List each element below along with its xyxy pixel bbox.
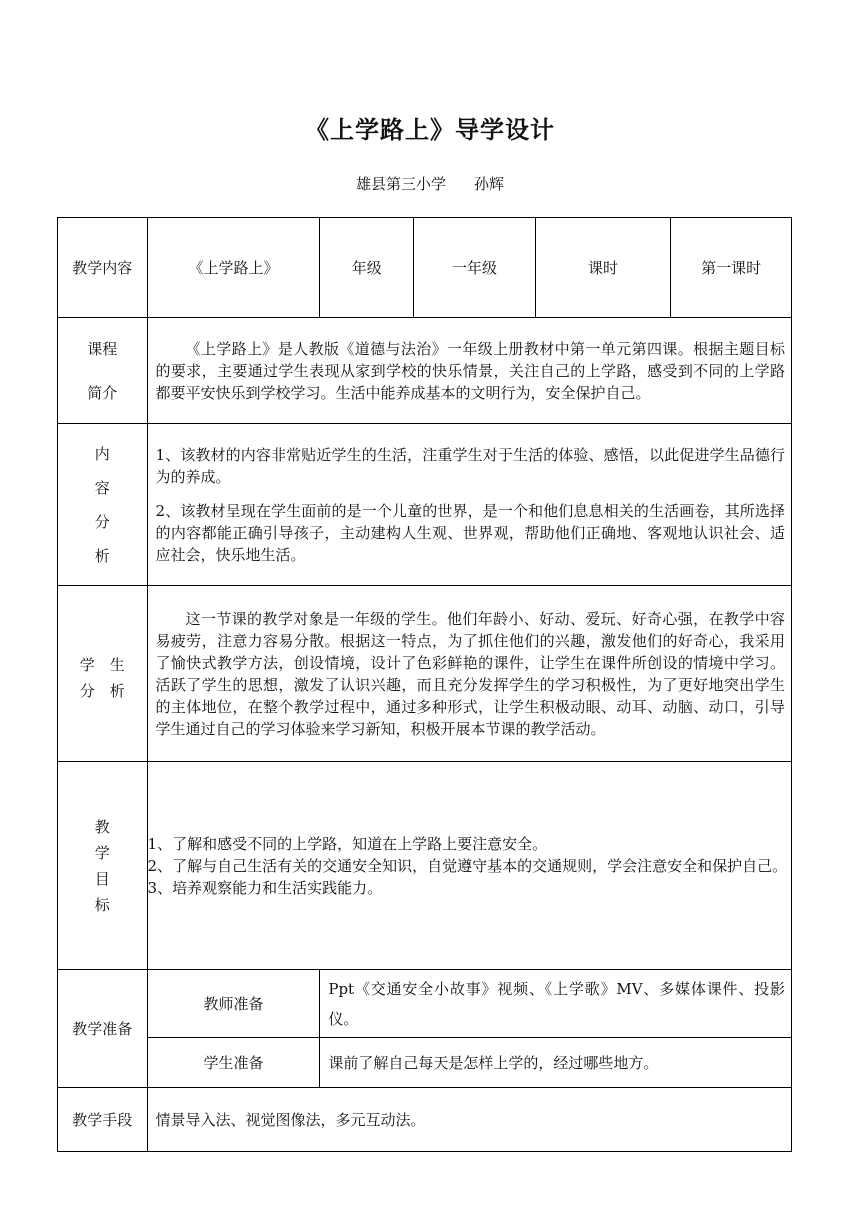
teaching-goal-item xyxy=(148,833,791,855)
student-prep-text: 课前了解自己每天是怎样上学的，经过哪些地方。 xyxy=(328,1053,659,1072)
teaching-goal-item xyxy=(148,877,791,899)
methods-label: 教学手段 xyxy=(72,1111,133,1129)
period-value-cell xyxy=(671,218,792,318)
student-prep-label-cell xyxy=(147,1038,320,1088)
content-value: 《上学路上》 xyxy=(188,259,279,277)
header-row xyxy=(58,218,792,318)
student-prep-text-cell xyxy=(320,1038,792,1088)
teaching-goal-text: 了解和感受不同的上学路，知道在上学路上要注意安全。 xyxy=(172,834,548,853)
teaching-goals-row xyxy=(58,762,792,970)
course-intro-text-cell xyxy=(147,318,791,424)
period-label: 课时 xyxy=(588,259,619,277)
course-intro-label-1: 课程 xyxy=(87,339,118,358)
period-value: 第一课时 xyxy=(701,259,762,277)
methods-row xyxy=(58,1088,792,1152)
course-intro-label-cell xyxy=(58,318,148,424)
content-analysis-row xyxy=(58,424,792,586)
teacher-prep-label: 教师准备 xyxy=(203,995,264,1013)
teaching-goals-label-char: 目 xyxy=(94,869,110,888)
course-intro-label-2: 简介 xyxy=(87,383,118,402)
teaching-goal-num: 1、 xyxy=(147,834,173,853)
author-school: 雄县第三小学 xyxy=(355,175,446,193)
content-analysis-label-char: 分 xyxy=(94,512,110,531)
student-analysis-text: 这一节课的教学对象是一年级的学生。他们年龄小、好动、爱玩、好奇心强，在教学中容易疲劳，注意力容易分散。根据这一特点，为了抓住他们的兴趣，激发他们的好奇心，我采用了愉快式教学方法，创设情境，设计了色彩鲜艳的课件，让学生在课件所创设的情境中学习。活跃了学生的思想，激发了认识兴趣，而且充分发挥学生的学习积极性，为了更好地突出学生的主体地位，在整个教学过程中，通过多种形式，让学生积极动眼、动耳、动脑、动口，引导学生通过自己的学习体验来学习新知，积极开展本节课的教学活动。 xyxy=(155,609,785,738)
teacher-prep-row xyxy=(58,970,792,1038)
course-intro-text: 《上学路上》是人教版《道德与法治》一年级上册教材中第一单元第四课。根据主题目标的要求，主要通过学生表现从家到学校的快乐情景，关注自己的上学路，感受到不同的上学路都要平安快乐到学校学习。生活中能养成基本的文明行为，安全保护自己。 xyxy=(155,339,785,402)
teaching-goals-list-cell xyxy=(147,762,791,970)
teaching-goals-label-char: 学 xyxy=(94,843,110,862)
teaching-goals-label-char: 教 xyxy=(94,817,110,836)
grade-value-cell xyxy=(414,218,536,318)
content-analysis-label-cell xyxy=(58,424,148,586)
teacher-prep-text-cell xyxy=(320,970,792,1038)
content-analysis-para-2: 2、该教材呈现在学生面前的是一个儿童的世界，是一个和他们息息相关的生活画卷，其所选择的内容都能正确引导孩子，主动建构人生观、世界观，帮助他们正确地、客观地认识社会、适应社会，快乐地生活。 xyxy=(155,501,785,564)
content-analysis-text-cell xyxy=(147,424,791,586)
content-label-cell xyxy=(58,218,148,318)
grade-value: 一年级 xyxy=(451,259,497,277)
content-analysis-para-1: 1、该教材的内容非常贴近学生的生活，注重学生对于生活的体验、感悟，以此促进学生品德行为的养成。 xyxy=(155,445,785,486)
student-analysis-label-2: 分 析 xyxy=(79,682,125,700)
content-analysis-label-char: 内 xyxy=(94,444,110,463)
student-analysis-row xyxy=(58,586,792,762)
preparation-label-cell xyxy=(58,970,148,1088)
course-intro-row xyxy=(58,318,792,424)
teaching-goals-label-cell xyxy=(58,762,148,970)
teacher-prep-label-cell xyxy=(147,970,320,1038)
document-title: 《上学路上》导学设计 xyxy=(305,116,555,144)
grade-label-cell xyxy=(320,218,414,318)
content-analysis-label-char: 容 xyxy=(94,478,110,497)
student-prep-row xyxy=(58,1038,792,1088)
student-analysis-label-1: 学 生 xyxy=(79,656,125,674)
teacher-prep-text: Ppt《交通安全小故事》视频、《上学歌》MV、多媒体课件、投影仪。 xyxy=(328,979,785,1028)
lesson-design-table xyxy=(57,217,792,1152)
content-analysis-label-char: 析 xyxy=(94,546,110,565)
methods-text: 情景导入法、视觉图像法，多元互动法。 xyxy=(155,1110,426,1129)
preparation-label: 教学准备 xyxy=(72,1020,133,1038)
methods-label-cell xyxy=(58,1088,148,1152)
author-name: 孙辉 xyxy=(474,175,505,193)
teaching-goals-label-char: 标 xyxy=(94,895,110,914)
methods-text-cell xyxy=(147,1088,791,1152)
content-value-cell xyxy=(147,218,320,318)
student-analysis-text-cell xyxy=(147,586,791,762)
teaching-goal-text: 培养观察能力和生活实践能力。 xyxy=(172,878,383,897)
student-prep-label: 学生准备 xyxy=(203,1054,264,1072)
grade-label: 年级 xyxy=(351,259,382,277)
author-line xyxy=(0,173,860,194)
teaching-goal-num: 2、 xyxy=(147,856,173,875)
student-analysis-label-cell xyxy=(58,586,148,762)
teaching-goal-item xyxy=(148,855,791,877)
teaching-goal-text: 了解与自己生活有关的交通安全知识，自觉遵守基本的交通规则，学会注意安全和保护自己。 xyxy=(172,856,788,875)
period-label-cell xyxy=(535,218,670,318)
teaching-goal-num: 3、 xyxy=(147,878,173,897)
content-label: 教学内容 xyxy=(72,259,133,277)
